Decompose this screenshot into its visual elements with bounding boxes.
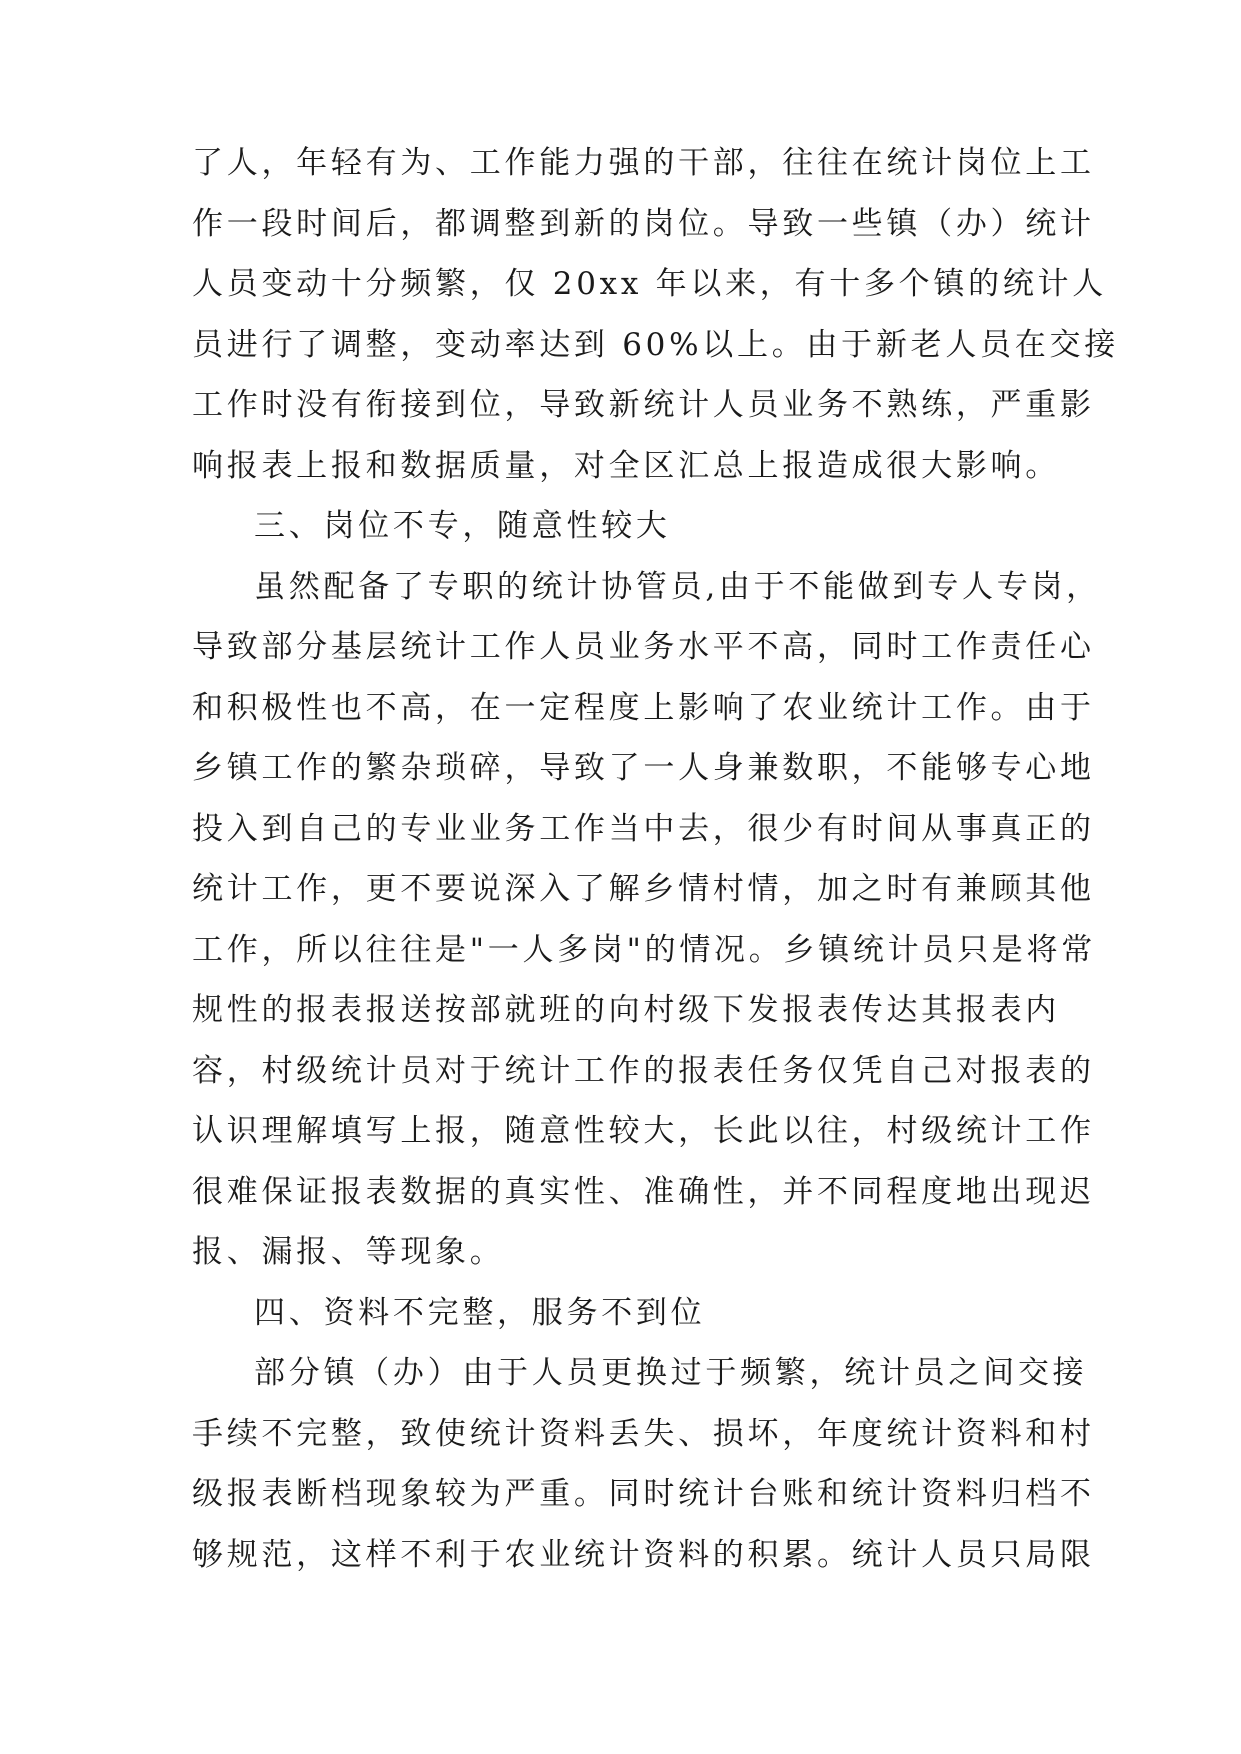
paragraph-line: 响报表上报和数据质量，对全区汇总上报造成很大影响。	[192, 447, 1060, 484]
paragraph-line: 很难保证报表数据的真实性、准确性，并不同程度地出现迟	[192, 1173, 1095, 1210]
paragraph-line: 容，村级统计员对于统计工作的报表任务仅凭自己对报表的	[192, 1052, 1095, 1089]
section-heading: 三、岗位不专，随意性较大	[254, 508, 671, 544]
paragraph-line: 人员变动十分频繁，仅 20xx 年以来，有十多个镇的统计人	[192, 266, 1107, 302]
paragraph-line: 级报表断档现象较为严重。同时统计台账和统计资料归档不	[192, 1476, 1095, 1512]
paragraph-line: 和积极性也不高，在一定程度上影响了农业统计工作。由于	[192, 689, 1095, 726]
paragraph-line: 虽然配备了专职的统计协管员,由于不能做到专人专岗，	[254, 568, 1101, 605]
paragraph-line: 工作，所以往往是"一人多岗"的情况。乡镇统计员只是将常	[192, 931, 1096, 968]
paragraph-line: 导致部分基层统计工作人员业务水平不高，同时工作责任心	[192, 629, 1095, 665]
paragraph-line: 手续不完整，致使统计资料丢失、损坏，年度统计资料和村	[192, 1415, 1095, 1452]
paragraph-line: 乡镇工作的繁杂琐碎，导致了一人身兼数职，不能够专心地	[192, 750, 1095, 786]
paragraph-line: 认识理解填写上报，随意性较大，长此以往，村级统计工作	[192, 1113, 1095, 1149]
paragraph-line: 员进行了调整，变动率达到 60%以上。由于新老人员在交接	[192, 326, 1119, 363]
paragraph-line: 部分镇（办）由于人员更换过于频繁，统计员之间交接	[254, 1355, 1088, 1391]
paragraph-line: 投入到自己的专业业务工作当中去，很少有时间从事真正的	[192, 810, 1095, 847]
paragraph-line: 统计工作，更不要说深入了解乡情村情，加之时有兼顾其他	[192, 871, 1095, 907]
paragraph-line: 报、漏报、等现象。	[192, 1234, 505, 1270]
section-heading: 四、资料不完整，服务不到位	[254, 1294, 706, 1331]
paragraph-line: 工作时没有衔接到位，导致新统计人员业务不熟练，严重影	[192, 387, 1095, 423]
paragraph-line: 规性的报表报送按部就班的向村级下发报表传达其报表内	[192, 992, 1060, 1028]
document-body	[192, 133, 1119, 1585]
paragraph-line: 了人，年轻有为、工作能力强的干部，往往在统计岗位上工	[192, 145, 1095, 181]
paragraph-line: 够规范，这样不利于农业统计资料的积累。统计人员只局限	[192, 1536, 1095, 1573]
paragraph-line: 作一段时间后，都调整到新的岗位。导致一些镇（办）统计	[192, 205, 1095, 242]
